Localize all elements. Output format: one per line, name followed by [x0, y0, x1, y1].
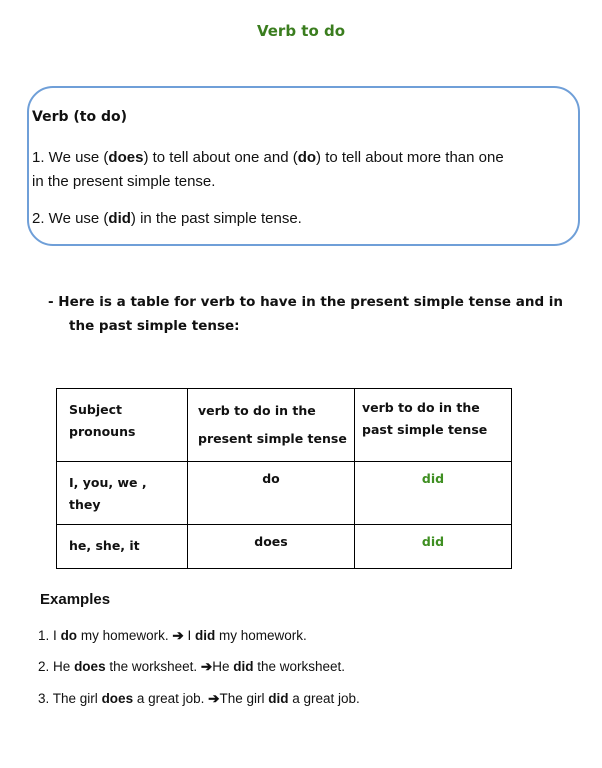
rule-2-text: ) in the past simple tense.	[130, 210, 302, 227]
table-header-row	[57, 389, 512, 462]
header-text: Subject	[69, 402, 122, 417]
table-cell	[188, 525, 355, 569]
rule-1	[32, 146, 572, 194]
example-text: I	[53, 628, 57, 643]
table-cell	[57, 462, 188, 525]
header-text: past simple tense	[362, 422, 488, 437]
arrow-icon: ➔	[208, 691, 220, 706]
header-text: pronouns	[69, 424, 136, 439]
rule-1-text: 1. We use (	[32, 149, 109, 166]
example-text: The girl	[52, 691, 98, 706]
arrow-icon: ➔	[172, 628, 184, 643]
rule-1-text: in the present simple tense.	[32, 173, 216, 190]
example-item	[38, 628, 307, 644]
example-number: 1.	[38, 628, 50, 643]
example-text: The girl	[219, 691, 265, 706]
header-text: verb to do in the	[362, 400, 480, 415]
arrow-icon: ➔	[200, 659, 213, 674]
rule-2-text: 2. We use (	[32, 210, 109, 227]
example-text: my homework.	[80, 628, 169, 643]
past-form: did	[421, 471, 445, 486]
example-verb: do	[60, 628, 78, 643]
table-row	[57, 462, 512, 525]
rule-1-text: ) to tell about one and (	[143, 149, 298, 166]
example-verb: did	[194, 628, 216, 643]
example-number: 3.	[38, 691, 50, 706]
rule-2	[32, 207, 572, 231]
header-text: present simple tense	[198, 431, 347, 446]
past-form: did	[421, 534, 445, 549]
rule-1-do: do	[297, 149, 317, 166]
example-verb: does	[101, 691, 134, 706]
example-number: 2.	[38, 659, 50, 674]
table-cell	[188, 462, 355, 525]
table-cell	[57, 525, 188, 569]
pronouns-text: I, you, we ,	[69, 475, 147, 490]
example-item	[38, 659, 345, 675]
rules-heading: Verb (to do)	[32, 109, 127, 125]
header-text: verb to do in the	[198, 403, 316, 418]
example-text: my homework.	[219, 628, 307, 643]
table-header-cell	[188, 389, 355, 462]
present-form: do	[262, 471, 280, 486]
example-verb: did	[268, 691, 289, 706]
example-text: the worksheet.	[257, 659, 346, 674]
example-item	[38, 691, 360, 707]
intro-paragraph	[48, 290, 568, 338]
present-form: does	[254, 534, 288, 549]
example-text: a great job.	[136, 691, 205, 706]
example-verb: does	[74, 659, 106, 674]
rule-1-text: ) to tell about more than one	[316, 149, 504, 166]
verb-table	[56, 388, 512, 569]
table-cell	[355, 525, 512, 569]
rule-2-did: did	[108, 210, 131, 227]
intro-line: the past simple tense:	[69, 318, 240, 334]
page-title: Verb to do	[256, 22, 346, 40]
example-text: He	[53, 659, 71, 674]
example-verb: did	[233, 659, 254, 674]
example-text: a great job.	[292, 691, 360, 706]
table-cell	[355, 462, 512, 525]
pronouns-text: he, she, it	[69, 538, 140, 553]
intro-line: - Here is a table for verb to have in the present simple tense and in	[48, 294, 564, 310]
table-row	[57, 525, 512, 569]
examples-heading: Examples	[40, 591, 111, 608]
example-text: the worksheet.	[109, 659, 198, 674]
rule-1-does: does	[108, 149, 144, 166]
table-header-cell	[57, 389, 188, 462]
example-text: He	[212, 659, 230, 674]
example-text: I	[187, 628, 192, 643]
table-header-cell	[355, 389, 512, 462]
pronouns-text: they	[69, 497, 101, 512]
